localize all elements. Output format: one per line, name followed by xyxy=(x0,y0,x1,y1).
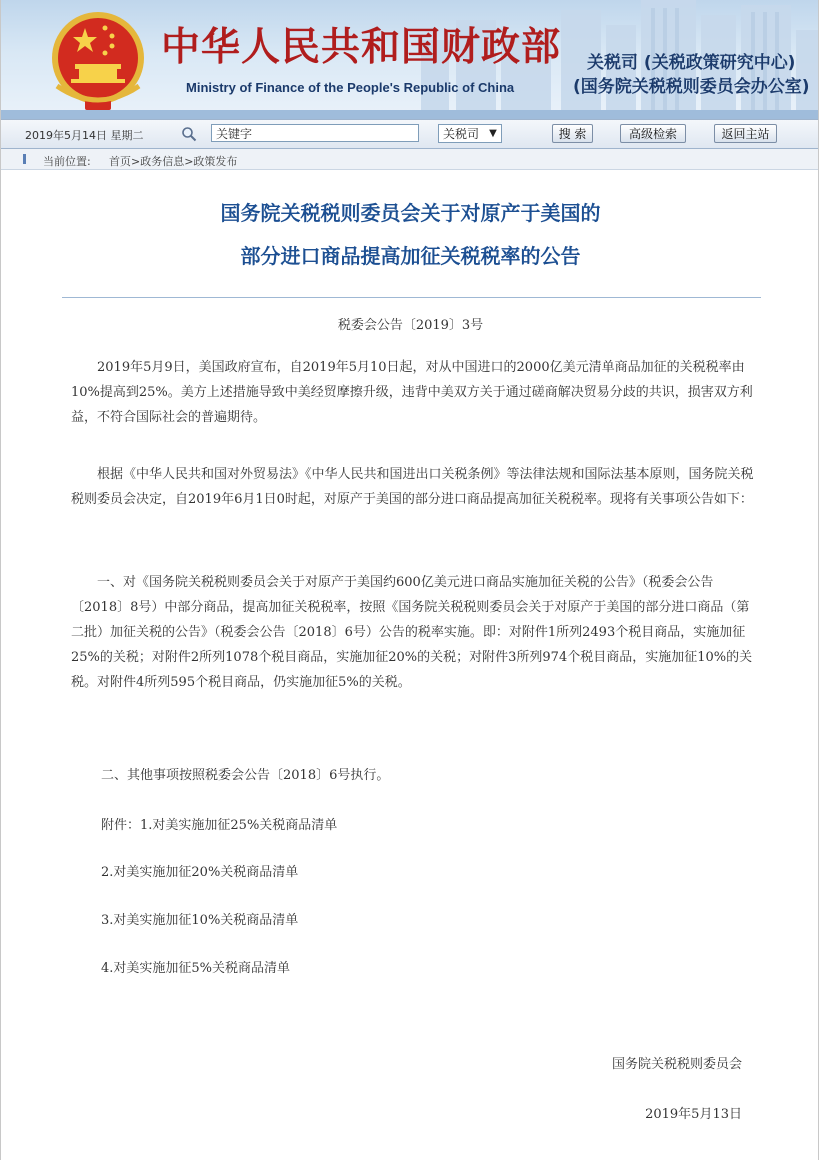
department-select-value: 关税司 xyxy=(443,127,480,141)
breadcrumb-marker-icon xyxy=(23,154,26,164)
breadcrumb-path[interactable]: 首页>政务信息>政策发布 xyxy=(109,155,238,168)
department-select[interactable] xyxy=(438,124,502,143)
site-title-en: Ministry of Finance of the People's Republic of China xyxy=(186,80,515,95)
department-subtitle: (国务院关税税则委员会办公室) xyxy=(573,77,810,97)
national-emblem-icon xyxy=(47,6,149,114)
article-title-line2: 部分进口商品提高加征关税税率的公告 xyxy=(240,244,581,268)
article-paragraph-3: 一、对《国务院关税税则委员会关于对原产于美国约600亿美元进口商品实施加征关税的公告》（税委会公告〔2018〕8号）中部分商品，提高加征关税税率，按照《国务院关税税则委员会关于对原产于美国的部分进口商品（第二批）加征关税的公告》（税委会公告〔2018〕6号）公告的税率实施。即：对附件1所列2493个税目商品，实施加征25%的关税；对附件2所列1078个税目商品，实施加征20%的关税；对附件3所列974个税目商品，实施加征10%的关税。对附件4所列595个税目商品，仍实施加征5%的关税。 xyxy=(71,575,753,690)
site-banner xyxy=(1,0,818,119)
document-number: 税委会公告〔2019〕3号 xyxy=(337,318,484,333)
article-paragraph-2: 根据《中华人民共和国对外贸易法》《中华人民共和国进出口关税条例》等法律法规和国际法基本原则，国务院关税税则委员会决定，自2019年6月1日0时起，对原产于美国的部分进口商品提高加征关税税率。现将有关事项公告如下： xyxy=(71,467,754,507)
attachment-link-4[interactable]: 4.对美实施加征5%关税商品清单 xyxy=(101,961,291,976)
search-button[interactable]: 搜 索 xyxy=(552,124,593,143)
title-divider xyxy=(62,297,761,298)
search-toolbar xyxy=(1,119,818,149)
keyword-input[interactable] xyxy=(211,124,419,142)
signature-date: 2019年5月13日 xyxy=(645,1107,742,1122)
article-title-line1: 国务院关税税则委员会关于对原产于美国的 xyxy=(220,201,601,225)
chevron-down-icon: ▼ xyxy=(489,128,497,139)
article-paragraph-4: 二、其他事项按照税委会公告〔2018〕6号执行。 xyxy=(101,768,390,783)
current-date: 2019年5月14日 星期二 xyxy=(25,129,144,142)
article-paragraph-1: 2019年5月9日，美国政府宣布，自2019年5月10日起，对从中国进口的2000亿美元清单商品加征的关税税率由10%提高到25%。美方上述措施导致中美经贸摩擦升级，违背中美双方关于通过磋商解决贸易分歧的共识，损害双方利益，不符合国际社会的普遍期待。 xyxy=(71,360,753,425)
breadcrumb xyxy=(1,149,818,170)
return-home-button[interactable]: 返回主站 xyxy=(714,124,777,143)
attachment-link-2[interactable]: 2.对美实施加征20%关税商品清单 xyxy=(101,865,299,880)
department-name: 关税司 (关税政策研究中心) xyxy=(587,53,796,73)
attachment-link-3[interactable]: 3.对美实施加征10%关税商品清单 xyxy=(101,913,299,928)
signature: 国务院关税税则委员会 xyxy=(611,1057,742,1072)
search-icon xyxy=(181,126,197,142)
site-title-cn: 中华人民共和国财政部 xyxy=(161,25,562,70)
breadcrumb-label: 当前位置: xyxy=(43,155,91,168)
attachment-link-1[interactable]: 附件：1.对美实施加征25%关税商品清单 xyxy=(101,818,338,833)
advanced-search-button[interactable]: 高级检索 xyxy=(620,124,686,143)
